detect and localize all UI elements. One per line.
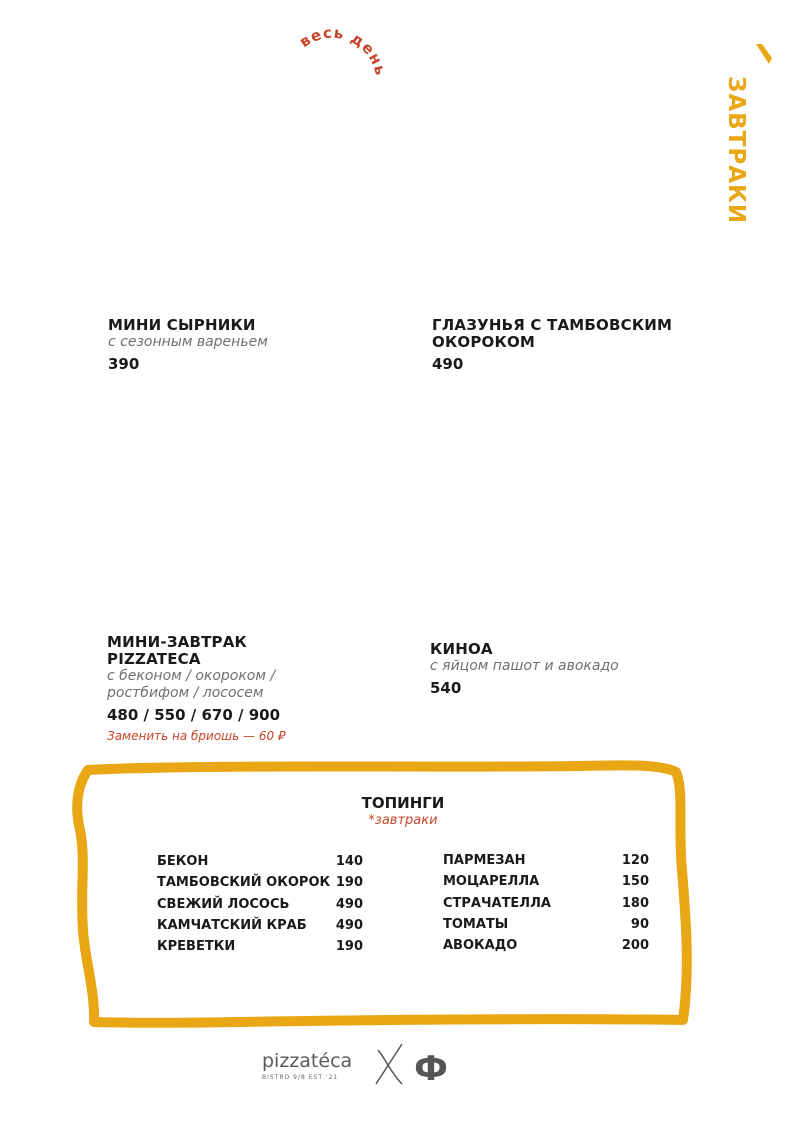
topping-price: 150 bbox=[621, 874, 649, 890]
topping-name: БЕКОН bbox=[157, 854, 209, 869]
toppings-title: ТОПИНГИ bbox=[361, 794, 445, 812]
dish-title: МИНИ СЫРНИКИ bbox=[108, 316, 256, 334]
topping-name: ПАРМЕЗАН bbox=[443, 853, 526, 868]
dish-desc: с сезонным вареньем bbox=[108, 334, 268, 350]
brand-sub: BISTRO 9/8 EST '21 bbox=[262, 1074, 339, 1081]
topping-name: СВЕЖИЙ ЛОСОСЬ bbox=[157, 896, 290, 912]
topping-name: ТОМАТЫ bbox=[443, 916, 509, 932]
topping-price: 190 bbox=[335, 875, 363, 891]
topping-price: 140 bbox=[335, 854, 363, 869]
topping-price: 190 bbox=[335, 939, 363, 955]
swap-note: Заменить на бриошь — 60 ₽ bbox=[107, 729, 286, 743]
arc-text: весь день bbox=[296, 23, 390, 78]
topping-price: 180 bbox=[621, 895, 649, 911]
dish-price: 490 bbox=[432, 355, 464, 373]
topping-row bbox=[443, 935, 649, 956]
topping-row bbox=[443, 914, 649, 935]
topping-row bbox=[157, 872, 363, 893]
dish-desc: с беконом / окороком / ростбифом / лососем bbox=[107, 668, 276, 701]
dish-title: ГЛАЗУНЬЯ С ТАМБОВСКИМ ОКОРОКОМ bbox=[432, 316, 673, 351]
topping-row bbox=[157, 851, 363, 872]
section-title: ЗАВТРАКИ bbox=[723, 76, 749, 225]
topping-price: 120 bbox=[621, 853, 649, 868]
topping-price: 490 bbox=[335, 917, 363, 933]
dish-price: 480 / 550 / 670 / 900 bbox=[107, 706, 281, 724]
topping-row bbox=[157, 894, 363, 915]
topping-row bbox=[443, 893, 649, 914]
dish-price: 540 bbox=[430, 679, 462, 697]
dish-desc: с яйцом пашот и авокадо bbox=[430, 658, 619, 674]
topping-row bbox=[443, 850, 649, 871]
toppings-subtitle: *завтраки bbox=[368, 813, 438, 828]
topping-name: ТАМБОВСКИЙ ОКОРОК bbox=[157, 875, 331, 891]
topping-row bbox=[157, 915, 363, 936]
topping-name: КРЕВЕТКИ bbox=[157, 939, 236, 955]
dish-title: КИНОА bbox=[430, 640, 493, 658]
topping-price: 200 bbox=[621, 938, 649, 954]
toppings-list-left bbox=[157, 851, 363, 957]
dish-price: 390 bbox=[108, 355, 140, 373]
topping-row bbox=[157, 936, 363, 957]
topping-name: АВОКАДО bbox=[443, 938, 518, 954]
brand-name: pizzatéca bbox=[262, 1050, 353, 1072]
dish-title: МИНИ-ЗАВТРАК PIZZATECA bbox=[107, 633, 248, 668]
topping-price: 90 bbox=[630, 916, 649, 932]
brand-logo bbox=[262, 1050, 366, 1081]
topping-name: МОЦАРЕЛЛА bbox=[443, 874, 540, 890]
topping-row bbox=[443, 871, 649, 892]
topping-name: СТРАЧАТЕЛЛА bbox=[443, 895, 551, 911]
toppings-list-right bbox=[443, 850, 649, 956]
topping-price: 490 bbox=[335, 896, 363, 912]
topping-name: КАМЧАТСКИЙ КРАБ bbox=[157, 917, 307, 933]
cross-icon bbox=[372, 1040, 406, 1088]
partner-logo: Ф bbox=[414, 1049, 448, 1089]
